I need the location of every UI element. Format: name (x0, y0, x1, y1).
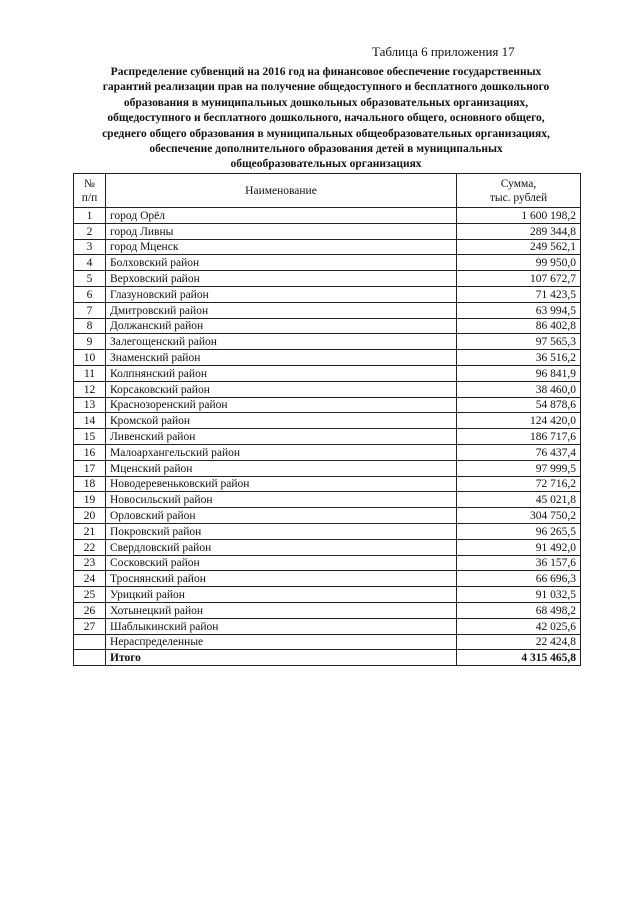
table-header-row (74, 174, 581, 208)
row-name: Нераспределенные (106, 634, 457, 650)
row-number: 19 (74, 492, 106, 508)
row-number: 11 (74, 365, 106, 381)
row-sum: 96 841,9 (457, 365, 581, 381)
row-name: Орловский район (106, 508, 457, 524)
row-name: Кромской район (106, 413, 457, 429)
row-number: 8 (74, 318, 106, 334)
row-name: Урицкий район (106, 587, 457, 603)
row-sum: 97 565,3 (457, 334, 581, 350)
table-row (74, 397, 581, 413)
table-row (74, 381, 581, 397)
row-sum: 91 492,0 (457, 539, 581, 555)
table-row (74, 634, 581, 650)
row-number: 16 (74, 444, 106, 460)
appendix-reference: Таблица 6 приложения 17 (372, 44, 515, 59)
row-sum: 36 157,6 (457, 555, 581, 571)
row-sum: 186 717,6 (457, 429, 581, 445)
title-line: образования в муниципальных дошкольных образовательных организациях, (123, 96, 529, 109)
row-name: Новодеревеньковский район (106, 476, 457, 492)
table-row (74, 255, 581, 271)
row-sum: 22 424,8 (457, 634, 581, 650)
total-row (74, 650, 581, 666)
row-name: Новосильский район (106, 492, 457, 508)
row-name: Глазуновский район (106, 286, 457, 302)
title-line: общеобразовательных организациях (230, 158, 422, 171)
row-number: 18 (74, 476, 106, 492)
row-number: 5 (74, 271, 106, 287)
table-row (74, 223, 581, 239)
row-name: Залегощенский район (106, 334, 457, 350)
row-name: Мценский район (106, 460, 457, 476)
row-sum: 107 672,7 (457, 271, 581, 287)
table-row (74, 271, 581, 287)
row-name: Шаблыкинский район (106, 618, 457, 634)
row-sum: 54 878,6 (457, 397, 581, 413)
row-number: 27 (74, 618, 106, 634)
row-name: город Орёл (106, 208, 457, 224)
row-number: 2 (74, 223, 106, 239)
row-number: 17 (74, 460, 106, 476)
row-number: 22 (74, 539, 106, 555)
column-header-sum: Сумма, тыс. рублей (457, 174, 581, 208)
row-sum: 72 716,2 (457, 476, 581, 492)
table-row (74, 350, 581, 366)
row-name: Должанский район (106, 318, 457, 334)
table-row (74, 555, 581, 571)
table-row (74, 539, 581, 555)
column-header-number: № п/п (74, 174, 106, 208)
row-name: Болховский район (106, 255, 457, 271)
total-number (74, 650, 106, 666)
table-row (74, 413, 581, 429)
table-row (74, 365, 581, 381)
row-sum: 99 950,0 (457, 255, 581, 271)
table-row (74, 208, 581, 224)
row-name: Сосковский район (106, 555, 457, 571)
row-number: 23 (74, 555, 106, 571)
table-row (74, 492, 581, 508)
row-sum: 304 750,2 (457, 508, 581, 524)
row-number: 4 (74, 255, 106, 271)
subsidy-distribution-table (73, 173, 581, 666)
row-name: Колпнянский район (106, 365, 457, 381)
table-row (74, 571, 581, 587)
row-number: 1 (74, 208, 106, 224)
row-number: 25 (74, 587, 106, 603)
column-header-name: Наименование (106, 174, 457, 208)
row-name: Ливенский район (106, 429, 457, 445)
row-name: Свердловский район (106, 539, 457, 555)
row-number: 12 (74, 381, 106, 397)
row-sum: 86 402,8 (457, 318, 581, 334)
table-row (74, 602, 581, 618)
table-row (74, 476, 581, 492)
table-row (74, 523, 581, 539)
row-number: 13 (74, 397, 106, 413)
row-name: Верховский район (106, 271, 457, 287)
row-sum: 1 600 198,2 (457, 208, 581, 224)
row-number: 20 (74, 508, 106, 524)
total-label: Итого (106, 650, 457, 666)
table-row (74, 302, 581, 318)
row-name: Покровский район (106, 523, 457, 539)
row-name: Дмитровский район (106, 302, 457, 318)
row-sum: 42 025,6 (457, 618, 581, 634)
row-number: 26 (74, 602, 106, 618)
row-sum: 38 460,0 (457, 381, 581, 397)
table-row (74, 286, 581, 302)
title-line: общедоступного и бесплатного дошкольного, начального общего, основного общего, (107, 112, 545, 125)
title-line: обеспечение дополнительного образования детей в муниципальных (149, 143, 503, 156)
title-line: среднего общего образования в муниципальных общеобразовательных организациях, (102, 127, 550, 140)
row-sum: 96 265,5 (457, 523, 581, 539)
row-number: 24 (74, 571, 106, 587)
row-sum: 289 344,8 (457, 223, 581, 239)
row-number: 9 (74, 334, 106, 350)
row-sum: 249 562,1 (457, 239, 581, 255)
title-line: гарантий реализации прав на получение общедоступного и бесплатного дошкольного (102, 81, 550, 94)
table-row (74, 460, 581, 476)
row-sum: 124 420,0 (457, 413, 581, 429)
row-number: 7 (74, 302, 106, 318)
row-number: 3 (74, 239, 106, 255)
row-name: Корсаковский район (106, 381, 457, 397)
document-title (62, 65, 590, 173)
title-line: Распределение субвенций на 2016 год на финансовое обеспечение государственных (110, 66, 542, 78)
row-number: 15 (74, 429, 106, 445)
table-row (74, 318, 581, 334)
row-number: 10 (74, 350, 106, 366)
table-row (74, 429, 581, 445)
row-sum: 68 498,2 (457, 602, 581, 618)
row-sum: 97 999,5 (457, 460, 581, 476)
row-sum: 76 437,4 (457, 444, 581, 460)
table-row (74, 334, 581, 350)
table-row (74, 508, 581, 524)
row-name: Краснозоренский район (106, 397, 457, 413)
row-sum: 45 021,8 (457, 492, 581, 508)
table-row (74, 587, 581, 603)
row-number: 14 (74, 413, 106, 429)
row-sum: 71 423,5 (457, 286, 581, 302)
row-name: Знаменский район (106, 350, 457, 366)
row-number (74, 634, 106, 650)
row-sum: 91 032,5 (457, 587, 581, 603)
row-sum: 66 696,3 (457, 571, 581, 587)
row-number: 6 (74, 286, 106, 302)
row-sum: 63 994,5 (457, 302, 581, 318)
row-sum: 36 516,2 (457, 350, 581, 366)
row-name: город Ливны (106, 223, 457, 239)
table-row (74, 618, 581, 634)
table-row (74, 239, 581, 255)
row-name: Малоархангельский район (106, 444, 457, 460)
total-sum: 4 315 465,8 (457, 650, 581, 666)
table-row (74, 444, 581, 460)
row-name: город Мценск (106, 239, 457, 255)
row-number: 21 (74, 523, 106, 539)
row-name: Хотынецкий район (106, 602, 457, 618)
row-name: Троснянский район (106, 571, 457, 587)
